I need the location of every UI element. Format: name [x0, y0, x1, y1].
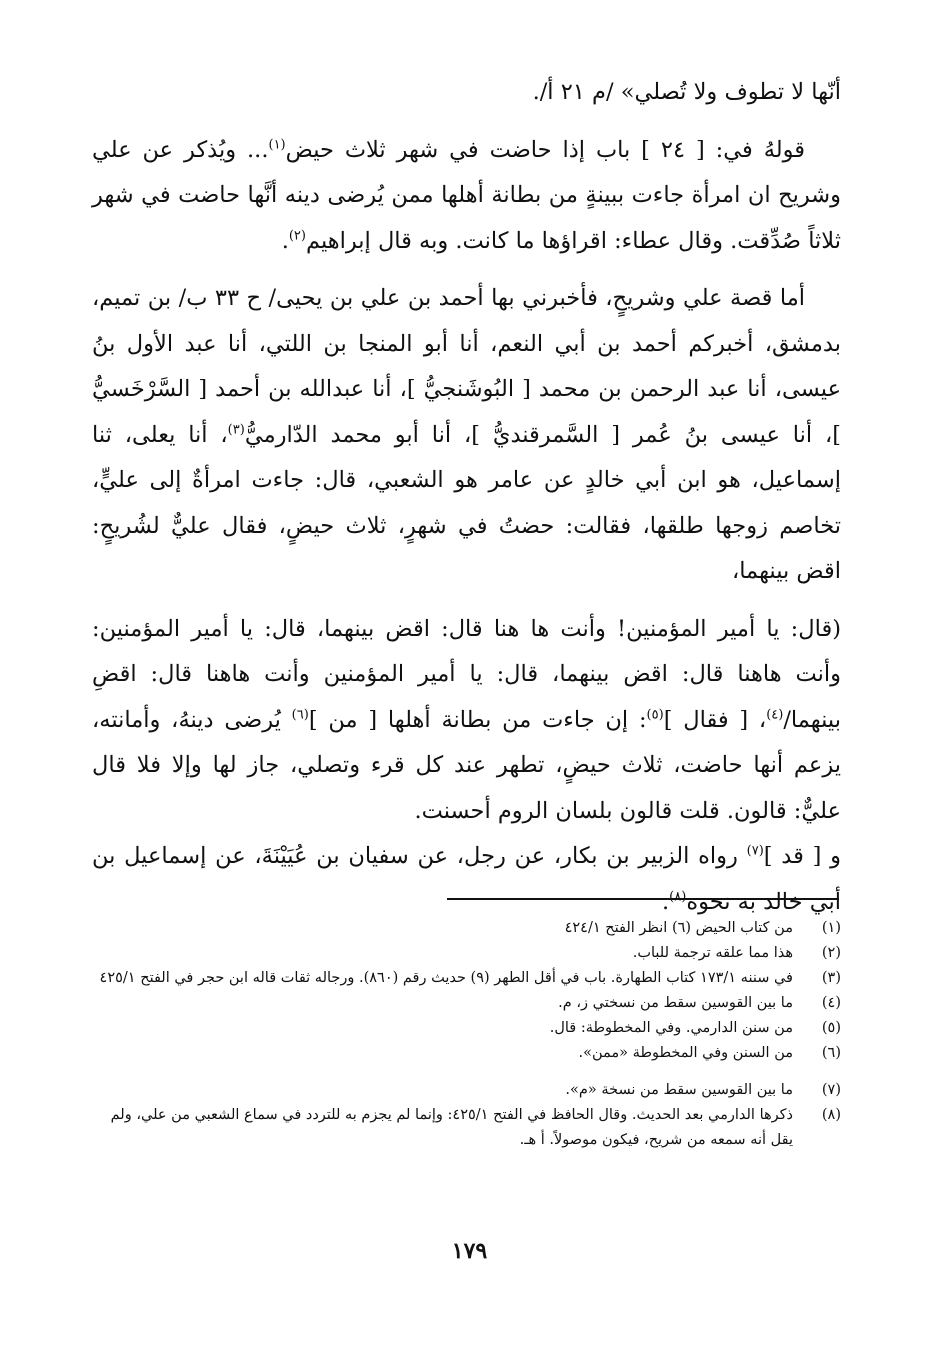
footnote — [92, 916, 841, 941]
paragraph-1 — [92, 70, 841, 116]
footnote-ref-2: (٢) — [288, 228, 306, 243]
footnotes — [92, 916, 841, 1153]
text-run: و [ قد ] — [763, 843, 841, 869]
footnote-text: ما بين القوسين سقط من نسخة «م». — [565, 1082, 793, 1098]
footnote-text: هذا مما علقه ترجمة للباب. — [632, 945, 793, 961]
footnote — [92, 1041, 841, 1066]
footnote-ref-1: (١) — [268, 137, 286, 152]
text-run: رواه الزبير بن بكار، عن رجل، عن سفيان بن عُيَيْنَةَ، عن إسماعيل بن أبي خالد به نحوه — [92, 843, 841, 915]
text-run: . — [662, 888, 670, 915]
footnote — [92, 966, 841, 991]
text-run: (قال: يا أمير المؤمنين! وأنت ها هنا قال: اقض بينهما، قال: يا أمير المؤمنين: وأنت هاهنا قال: اقض بينهما، قال: يا أمير المؤمنين وأنت هاهنا قال: اقضِ بينهما/ — [92, 615, 841, 733]
footnote-text: ما بين القوسين سقط من نسختي ز، م. — [558, 995, 793, 1011]
footnote-number: (٨) — [821, 1107, 841, 1123]
text-run: : إن جاءت من بطانة أهلها [ من ] — [308, 706, 647, 733]
footnote-ref-8: (٨) — [669, 889, 687, 904]
footnote — [92, 941, 841, 966]
footnote-ref-4: (٤) — [766, 707, 784, 722]
paragraph-2 — [92, 128, 841, 265]
text-run: قولهُ في: [ ٢٤ ] باب إذا حاضت في شهر ثلاث حيض — [285, 136, 805, 163]
footnote-number: (٢) — [821, 945, 841, 961]
footnote-number: (٥) — [821, 1020, 841, 1036]
text-run: . — [281, 227, 289, 254]
footnote-number: (٦) — [821, 1045, 841, 1061]
main-text — [92, 70, 841, 925]
footnote-divider — [447, 898, 839, 900]
footnote-number: (٣) — [821, 970, 841, 986]
paragraph-3 — [92, 276, 841, 595]
footnote — [92, 991, 841, 1016]
footnote — [92, 1103, 841, 1153]
footnote-text: من السنن وفي المخطوطة «ممن». — [578, 1045, 793, 1061]
footnote-ref-3: (٣) — [227, 422, 245, 437]
footnote-ref-6: (٦) — [291, 707, 309, 722]
paragraph-4 — [92, 607, 841, 835]
text-run: يُرضى دينهُ، وأمانته، يزعم أنها حاضت، ثلاث حيضٍ، تطهر عند كل قرء وتصلي، جاز لها وإلا فلا قال عليٌّ: قالون. قلت قالون بلسان الروم أحسنت. — [92, 706, 841, 824]
footnote-number: (٤) — [821, 995, 841, 1011]
footnote — [92, 1016, 841, 1041]
footnote — [92, 1078, 841, 1103]
paragraph-5 — [92, 834, 841, 925]
footnote-text: من سنن الدارمي. وفي المخطوطة: قال. — [549, 1020, 793, 1036]
footnote-text: في سننه ١٧٣/١ كتاب الطهارة. باب في أقل الطهر (٩) حديث رقم (٨٦٠). ورجاله ثقات قاله ابن حجر في الفتح ٤٢٥/١ — [99, 970, 793, 986]
footnote-text: من كتاب الحيض (٦) انظر الفتح ٤٢٤/١ — [564, 920, 793, 936]
footnote-number: (٧) — [821, 1082, 841, 1098]
page-number: ١٧٩ — [451, 1238, 488, 1264]
footnote-text: ذكرها الدارمي بعد الحديث. وقال الحافظ في الفتح ٤٢٥/١: وإنما لم يجزم به للتردد في سماع الشعبي من علي، ولم يقل أنه سمعه من شريح، فيكون موصولاً. أ هـ. — [110, 1107, 793, 1148]
text-run: أما قصة علي وشريحٍ، فأخبرني بها أحمد بن علي بن يحيى/ ح ٣٣ ب/ بن تميم، بدمشق، أخبركم أحمد بن أبي النعم، أنا أبو المنجا بن اللتي، أنا عبد الأول بنُ عيسى، أنا عبد الرحمن بن محمد [ البُوشَنجيُّ ]، أنا عبدالله بن أحمد [ السَّرْخَسيُّ ]، أنا عيسى بنُ عُمر [ السَّمرقنديُّ ]، أنا أبو محمد الدّارميُّ — [92, 285, 841, 448]
footnote-number: (١) — [821, 920, 841, 936]
footnote-ref-5: (٥) — [646, 707, 664, 722]
text-run: ، [ فقال ] — [663, 706, 767, 733]
text-run: أنّها لا تطوف ولا تُصلي» /م ٢١ أ/. — [532, 79, 841, 105]
footnote-ref-7: (٧) — [746, 843, 764, 859]
text-run: ... ويُذكر عن علي وشريح ان امرأة جاءت ببينةٍ من بطانة أهلها ممن يُرضى دينه أنَّها حاضت في شهر ثلاثاً صُدِّقت. وقال عطاء: اقراؤها ما كانت. وبه قال إبراهيم — [92, 136, 841, 254]
text-run: ، أنا يعلى، ثنا إسماعيل، هو ابن أبي خالدٍ عن عامر هو الشعبي، قال: جاءت امرأةٌ إلى عليٍّ، تخاصم زوجها طلقها، فقالت: حضتُ في شهرٍ، ثلاث حيضٍ، فقال عليٌّ لشُريحٍ: اقض بينهما، — [92, 421, 841, 584]
